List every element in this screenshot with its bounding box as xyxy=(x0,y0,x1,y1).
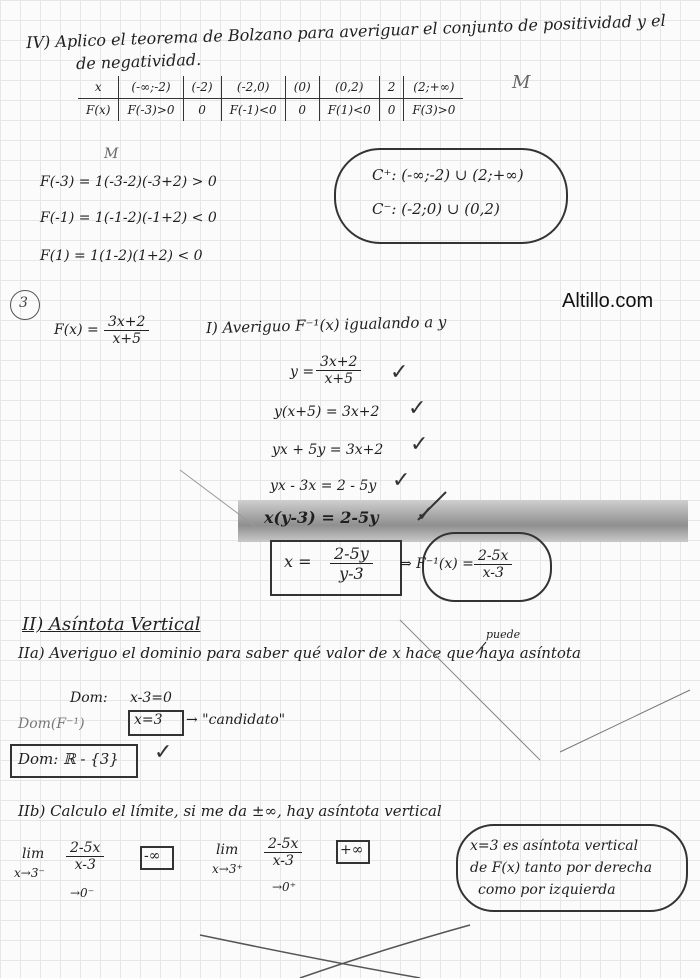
conclusion-line: como por izquierda xyxy=(478,882,616,898)
exercise-number: 3 xyxy=(19,295,28,311)
table-cell: 0 xyxy=(285,99,319,122)
dom-inverse-label: Dom(F⁻¹) xyxy=(18,716,85,732)
fraction-denominator: x-3 xyxy=(272,853,294,869)
cross-out-stroke xyxy=(300,925,470,978)
fraction-numerator: 3x+2 xyxy=(104,314,149,331)
algebra-step: y(x+5) = 3x+2 xyxy=(274,404,380,420)
table-cell: 2 xyxy=(379,76,404,99)
table-cell: (-2,0) xyxy=(221,76,285,99)
pen-stroke xyxy=(180,470,260,530)
checkmark-icon: ✓ xyxy=(416,502,435,527)
cross-out-stroke xyxy=(200,935,420,978)
checkmark-icon: ✓ xyxy=(410,432,429,457)
table-cell: (0) xyxy=(285,76,319,99)
table-cell: (-2) xyxy=(183,76,221,99)
dom-final: Dom: ℝ - {3} xyxy=(18,750,119,768)
lim-right-below: →0⁺ xyxy=(272,880,297,894)
table-cell: F(x) xyxy=(86,103,111,117)
marker-m-right: M xyxy=(512,72,531,93)
fraction-denominator: y-3 xyxy=(339,564,364,583)
lim-left-sub: x→3⁻ xyxy=(14,866,45,880)
iib-line: IIb) Calculo el límite, si me da ±∞, hay asíntota vertical xyxy=(18,802,442,820)
checkmark-icon: ✓ xyxy=(154,740,173,765)
fraction-numerator: 2-5x xyxy=(474,548,512,565)
dom-equation: x-3=0 xyxy=(130,690,172,706)
c-minus-set: C⁻: (-2;0) ∪ (0,2) xyxy=(372,200,500,218)
table-cell: (2;+∞) xyxy=(404,76,464,99)
checkmark-icon: ✓ xyxy=(408,396,427,421)
table-cell: F(3)>0 xyxy=(404,99,464,122)
iia-note: puede xyxy=(486,628,521,641)
table-cell: 0 xyxy=(183,99,221,122)
table-cell: x xyxy=(78,76,119,99)
inverse-lhs: ⇒ F⁻¹(x) = xyxy=(400,556,474,572)
dom-result: x=3 xyxy=(134,712,163,728)
marker-m-left: M xyxy=(104,146,119,162)
fraction-denominator: x-3 xyxy=(482,565,504,581)
insert-arrow-icon xyxy=(476,642,486,654)
lim-right-word: lim xyxy=(216,842,239,858)
algebra-step-factored: x(y-3) = 2-5y xyxy=(264,508,379,527)
section4-heading-line1: IV) Aplico el teorema de Bolzano para averiguar el conjunto de positividad y el xyxy=(25,10,666,53)
conclusion-line: de F(x) tanto por derecha xyxy=(470,860,653,876)
table-cell: F(-1)<0 xyxy=(221,99,285,122)
eval-line: F(-1) = 1(-1-2)(-1+2) < 0 xyxy=(40,210,217,226)
algebra-step: yx + 5y = 3x+2 xyxy=(272,442,384,458)
table-cell: F(1)<0 xyxy=(319,99,379,122)
conclusion-line: x=3 es asíntota vertical xyxy=(470,838,639,854)
section4-heading-line2: de negatividad. xyxy=(75,49,202,74)
fraction-denominator: x-3 xyxy=(74,857,96,873)
lim-left-below: →0⁻ xyxy=(70,886,95,900)
checkmark-icon xyxy=(418,492,446,520)
section2-title: II) Asíntota Vertical xyxy=(22,614,201,635)
pen-stroke xyxy=(560,690,690,752)
table-cell: 0 xyxy=(379,99,404,122)
checkmark-icon: ✓ xyxy=(392,468,411,493)
table-cell: (0,2) xyxy=(319,76,379,99)
eval-line: F(-3) = 1(-3-2)(-3+2) > 0 xyxy=(40,174,217,190)
lim-left-word: lim xyxy=(22,846,45,862)
fraction-numerator: 2-5y xyxy=(330,544,373,564)
fraction-numerator: 2-5x xyxy=(264,836,302,853)
lim-right-result: +∞ xyxy=(340,842,364,858)
checkmark-icon: ✓ xyxy=(390,360,409,385)
y-lhs: y = xyxy=(290,364,315,380)
function-lhs: F(x) = xyxy=(54,322,99,338)
fraction-denominator: x+5 xyxy=(112,331,141,347)
table-cell: F(-3)>0 xyxy=(119,99,183,122)
algebra-step: yx - 3x = 2 - 5y xyxy=(270,478,377,494)
pen-stroke xyxy=(400,620,540,760)
lim-left-result: -∞ xyxy=(144,848,161,864)
candidate-label: → "candidato" xyxy=(186,712,286,728)
fraction-numerator: 3x+2 xyxy=(316,354,361,371)
c-plus-set: C⁺: (-∞;-2) ∪ (2;+∞) xyxy=(372,166,524,184)
fraction-denominator: x+5 xyxy=(324,371,353,387)
x-lhs: x = xyxy=(284,552,312,571)
dom-label: Dom: xyxy=(70,690,108,706)
altillo-watermark: Altillo.com xyxy=(562,290,654,312)
eval-line: F(1) = 1(1-2)(1+2) < 0 xyxy=(40,248,203,264)
lim-right-sub: x→3⁺ xyxy=(212,862,243,876)
inverse-step-title: I) Averiguo F⁻¹(x) igualando a y xyxy=(205,312,447,338)
table-cell: (-∞;-2) xyxy=(119,76,183,99)
iia-line: IIa) Averiguo el dominio para saber qué valor de x hace que haya asíntota xyxy=(18,644,581,662)
fraction-numerator: 2-5x xyxy=(66,840,104,857)
